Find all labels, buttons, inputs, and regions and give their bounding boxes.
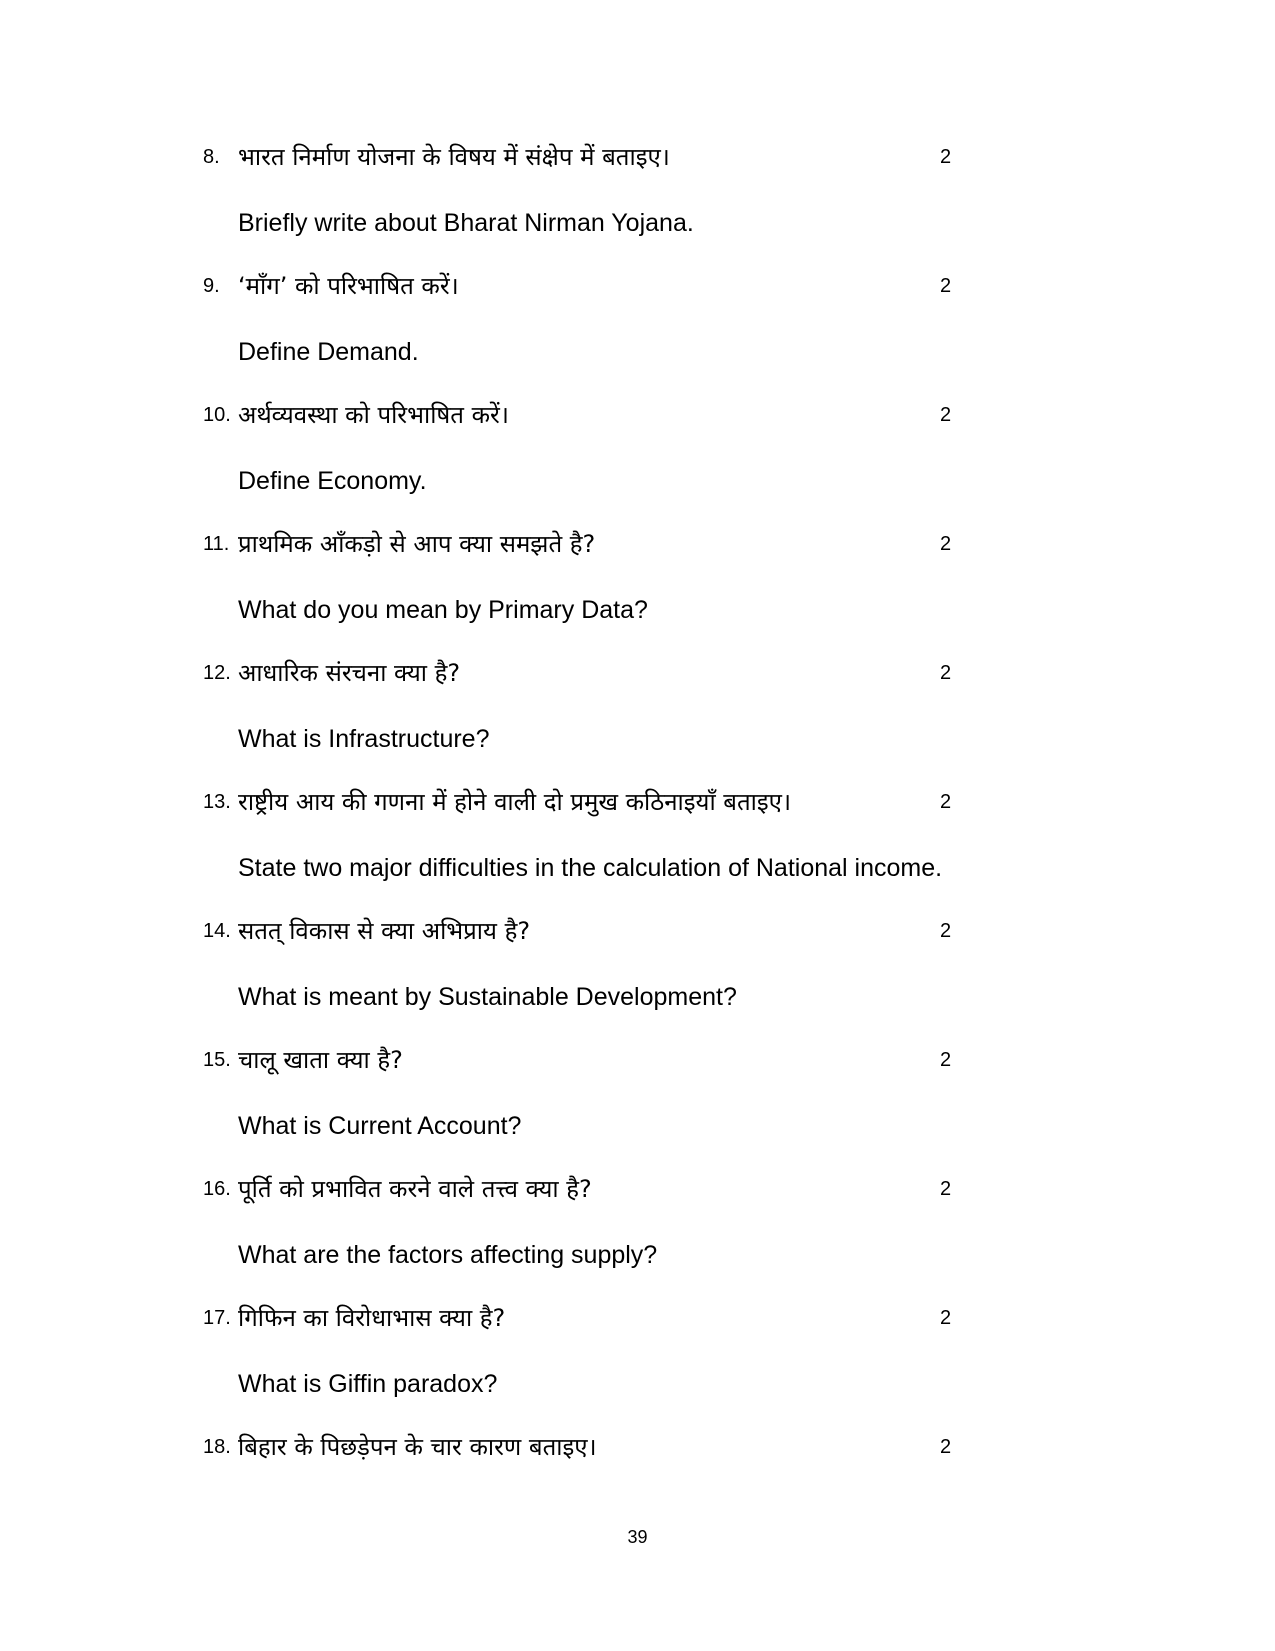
question-english-text: Define Demand.: [238, 338, 419, 366]
question-number: 17.: [203, 1307, 231, 1329]
question-hindi-text: पूर्ति को प्रभावित करने वाले तत्त्व क्या है?: [238, 1175, 592, 1203]
question-8-english-row: [0, 203, 1275, 243]
question-marks: 2: [940, 1049, 952, 1071]
question-marks: 2: [940, 1307, 952, 1329]
question-number: 10.: [203, 404, 231, 426]
question-english-text: State two major difficulties in the calculation of National income.: [238, 854, 943, 882]
question-hindi-text: चालू खाता क्या है?: [238, 1046, 403, 1074]
question-number: 8.: [203, 146, 220, 168]
question-12-english-row: [0, 719, 1275, 759]
question-hindi-text: बिहार के पिछड़ेपन के चार कारण बताइए।: [238, 1433, 597, 1461]
question-english-text: What is Infrastructure?: [238, 725, 490, 753]
question-16-hindi-row: [0, 1169, 1275, 1209]
question-11-hindi-row: [0, 524, 1275, 564]
question-marks: 2: [940, 533, 952, 555]
question-hindi-text: अर्थव्यवस्था को परिभाषित करें।: [238, 401, 509, 429]
question-9-english-row: [0, 332, 1275, 372]
question-9-hindi-row: [0, 266, 1275, 306]
question-number: 12.: [203, 662, 231, 684]
question-number: 16.: [203, 1178, 231, 1200]
question-16-english-row: [0, 1235, 1275, 1275]
question-english-text: Define Economy.: [238, 467, 427, 495]
question-8-hindi-row: [0, 137, 1275, 177]
page-number: 39: [627, 1527, 648, 1547]
question-14-english-row: [0, 977, 1275, 1017]
question-number: 11.: [203, 533, 230, 555]
question-number: 14.: [203, 920, 231, 942]
question-number: 9.: [203, 275, 220, 297]
question-marks: 2: [940, 1436, 952, 1458]
question-13-hindi-row: [0, 782, 1275, 822]
question-hindi-text: राष्ट्रीय आय की गणना में होने वाली दो प्रमुख कठिनाइयाँ बताइए।: [238, 788, 792, 816]
question-15-hindi-row: [0, 1040, 1275, 1080]
question-marks: 2: [940, 1178, 952, 1200]
question-10-hindi-row: [0, 395, 1275, 435]
question-14-hindi-row: [0, 911, 1275, 951]
question-hindi-text: आधारिक संरचना क्या है?: [238, 659, 461, 687]
question-hindi-text: सतत् विकास से क्या अभिप्राय है?: [238, 917, 531, 945]
question-hindi-text: गिफिन का विरोधाभास क्या है?: [238, 1304, 506, 1332]
question-number: 13.: [203, 791, 231, 813]
question-11-english-row: [0, 590, 1275, 630]
question-english-text: What do you mean by Primary Data?: [238, 596, 648, 624]
question-hindi-text: ‘माँग’ को परिभाषित करें।: [238, 272, 459, 300]
question-hindi-text: भारत निर्माण योजना के विषय में संक्षेप में बताइए।: [238, 143, 670, 171]
question-english-text: What is Current Account?: [238, 1112, 522, 1140]
question-12-hindi-row: [0, 653, 1275, 693]
question-hindi-text: प्राथमिक आँकड़ो से आप क्या समझते है?: [238, 530, 596, 558]
question-number: 15.: [203, 1049, 231, 1071]
question-18-hindi-row: [0, 1427, 1275, 1467]
question-17-hindi-row: [0, 1298, 1275, 1338]
question-number: 18.: [203, 1436, 231, 1458]
question-10-english-row: [0, 461, 1275, 501]
question-english-text: Briefly write about Bharat Nirman Yojana.: [238, 209, 694, 237]
question-english-text: What are the factors affecting supply?: [238, 1241, 658, 1269]
question-marks: 2: [940, 662, 952, 684]
question-english-text: What is Giffin paradox?: [238, 1370, 498, 1398]
question-marks: 2: [940, 275, 952, 297]
question-marks: 2: [940, 146, 952, 168]
question-marks: 2: [940, 920, 952, 942]
question-marks: 2: [940, 791, 952, 813]
question-13-english-row: [0, 848, 1275, 888]
question-marks: 2: [940, 404, 952, 426]
question-english-text: What is meant by Sustainable Development?: [238, 983, 737, 1011]
question-17-english-row: [0, 1364, 1275, 1404]
question-15-english-row: [0, 1106, 1275, 1146]
